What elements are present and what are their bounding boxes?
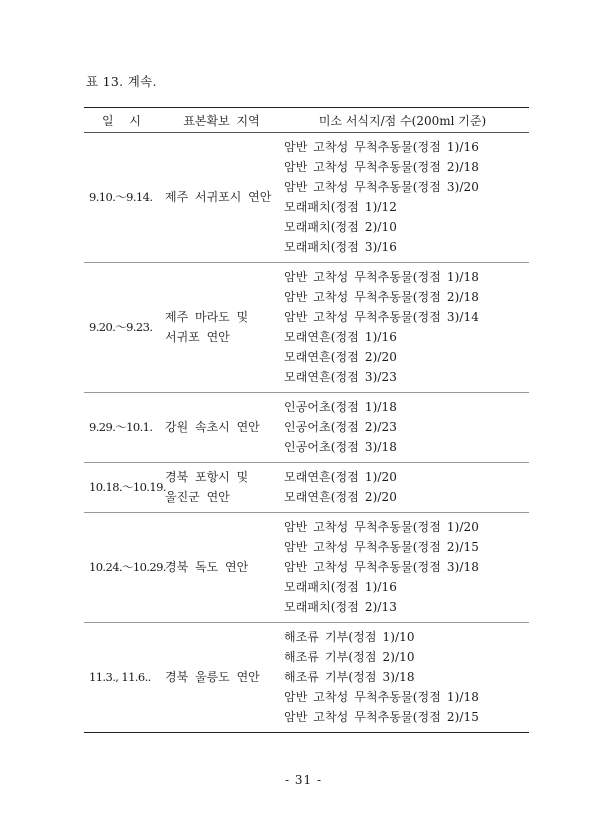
region-line: 경북 독도 연안 <box>165 560 249 574</box>
table-row <box>84 513 529 623</box>
micro-habitat-cell <box>284 467 529 507</box>
date-cell: 10.18.～10.19. <box>89 480 166 494</box>
micro-habitat-item: 모래연흔(정점 1)/20 <box>284 470 397 484</box>
table-row <box>84 263 529 393</box>
region-line: 서귀포 연안 <box>165 330 230 344</box>
micro-habitat-item: 암반 고착성 무척추동물(정점 2)/18 <box>284 160 479 174</box>
region-line: 제주 서귀포시 연안 <box>165 190 272 204</box>
date-cell: 10.24.～10.29. <box>89 560 166 574</box>
region-line: 제주 마라도 및 <box>165 310 249 324</box>
micro-habitat-item: 암반 고착성 무척추동물(정점 1)/18 <box>284 270 479 284</box>
sampling-table <box>84 107 529 733</box>
micro-habitat-item: 모래연흔(정점 1)/16 <box>284 330 397 344</box>
page-number: - 31 - <box>284 773 322 787</box>
header-region: 표본확보 지역 <box>183 113 260 128</box>
micro-habitat-item: 암반 고착성 무척추동물(정점 1)/18 <box>284 690 479 704</box>
micro-habitat-item: 모래연흔(정점 3)/23 <box>284 370 397 384</box>
micro-habitat-item: 모래패치(정점 2)/10 <box>284 220 397 234</box>
micro-habitat-item: 암반 고착성 무척추동물(정점 1)/16 <box>284 140 479 154</box>
micro-habitat-item: 암반 고착성 무척추동물(정점 3)/20 <box>284 180 479 194</box>
micro-habitat-item: 모래패치(정점 2)/13 <box>284 600 397 614</box>
date-cell: 9.10.～9.14. <box>89 190 153 204</box>
micro-habitat-cell <box>284 517 529 617</box>
table-body <box>84 133 529 732</box>
region-cell <box>164 467 284 507</box>
region-line: 강원 속초시 연안 <box>165 420 260 434</box>
date-cell: 11.3., 11.6.. <box>89 670 151 684</box>
region-cell <box>164 307 284 347</box>
micro-habitat-item: 인공어초(정점 1)/18 <box>284 400 397 414</box>
micro-habitat-item: 인공어초(정점 2)/23 <box>284 420 397 434</box>
micro-habitat-item: 모래패치(정점 3)/16 <box>284 240 397 254</box>
table-row <box>84 393 529 463</box>
micro-habitat-cell <box>284 137 529 257</box>
region-cell <box>164 667 284 687</box>
table-row <box>84 623 529 732</box>
micro-habitat-item: 암반 고착성 무척추동물(정점 3)/18 <box>284 560 479 574</box>
micro-habitat-item: 모래패치(정점 1)/16 <box>284 580 397 594</box>
micro-habitat-item: 해조류 기부(정점 2)/10 <box>284 650 415 664</box>
micro-habitat-item: 모래연흔(정점 2)/20 <box>284 490 397 504</box>
micro-habitat-item: 암반 고착성 무척추동물(정점 2)/15 <box>284 540 479 554</box>
region-line: 울진군 연안 <box>165 490 230 504</box>
date-cell: 9.20.～9.23. <box>89 320 153 334</box>
micro-habitat-item: 암반 고착성 무척추동물(정점 1)/20 <box>284 520 479 534</box>
micro-habitat-item: 인공어초(정점 3)/18 <box>284 440 397 454</box>
micro-habitat-item: 모래패치(정점 1)/12 <box>284 200 397 214</box>
micro-habitat-cell <box>284 267 529 387</box>
header-date: 일 시 <box>102 113 147 128</box>
table-caption: 표 13. 계속. <box>86 74 157 89</box>
region-line: 경북 울릉도 연안 <box>165 670 260 684</box>
micro-habitat-item: 모래연흔(정점 2)/20 <box>284 350 397 364</box>
region-cell <box>164 187 284 207</box>
micro-habitat-item: 암반 고착성 무척추동물(정점 3)/14 <box>284 310 479 324</box>
region-cell <box>164 417 284 437</box>
micro-habitat-cell <box>284 397 529 457</box>
table-header-row <box>84 108 529 133</box>
table-row <box>84 463 529 513</box>
micro-habitat-item: 암반 고착성 무척추동물(정점 2)/18 <box>284 290 479 304</box>
date-cell: 9.29.～10.1. <box>89 420 153 434</box>
table-row <box>84 133 529 263</box>
micro-habitat-cell <box>284 627 529 727</box>
micro-habitat-item: 해조류 기부(정점 1)/10 <box>284 630 415 644</box>
header-micro-habitat: 미소 서식지/점 수(200ml 기준) <box>318 113 487 128</box>
micro-habitat-item: 암반 고착성 무척추동물(정점 2)/15 <box>284 710 479 724</box>
region-cell <box>164 557 284 577</box>
region-line: 경북 포항시 및 <box>165 470 249 484</box>
micro-habitat-item: 해조류 기부(정점 3)/18 <box>284 670 415 684</box>
